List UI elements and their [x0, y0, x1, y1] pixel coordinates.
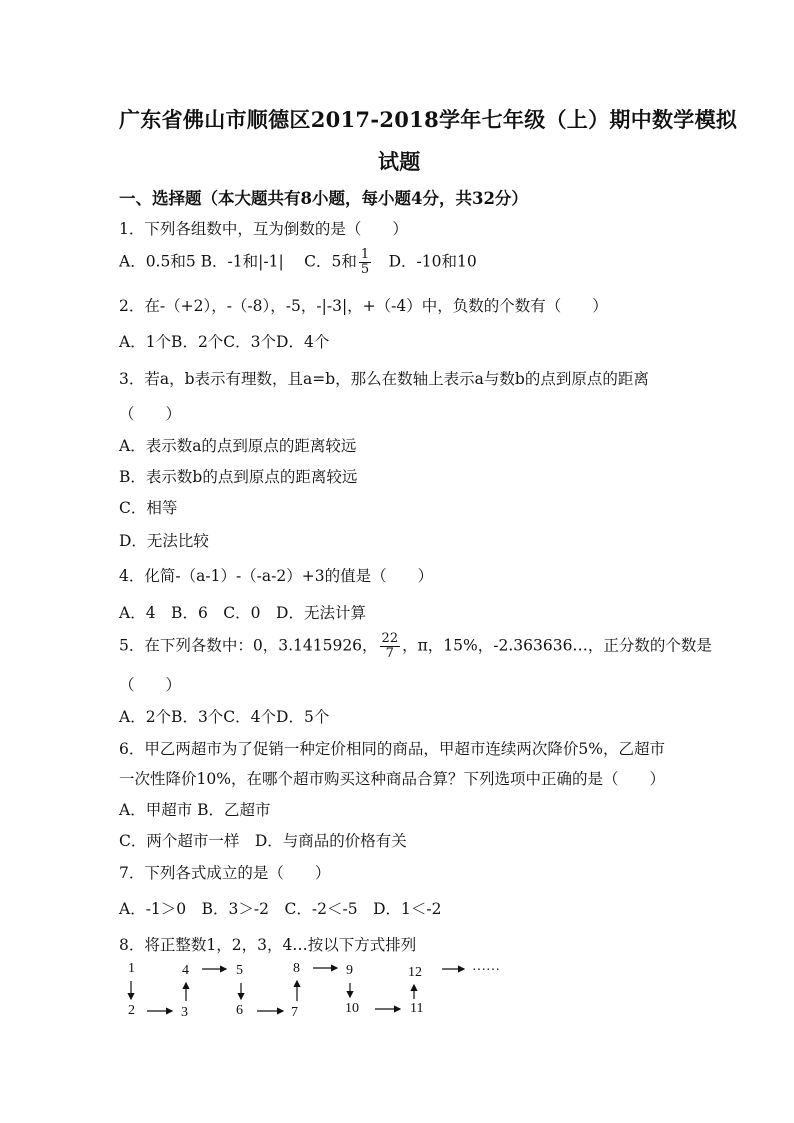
diagram-num-5: 5 — [236, 963, 243, 978]
question-3-option-b: B．表示数b的点到原点的距离较远 — [119, 468, 358, 486]
diagram-num-12: 12 — [408, 965, 422, 980]
question-3-stem-cont: （ ） — [119, 405, 182, 423]
question-7-options: A．-1＞0 B．3＞-2 C．-2＜-5 D．1＜-2 — [119, 900, 442, 918]
question-5-stem — [119, 632, 712, 661]
diagram-num-10: 10 — [345, 1001, 359, 1016]
diagram-num-6: 6 — [236, 1003, 243, 1018]
question-6-options-1: A．甲超市 B．乙超市 — [119, 801, 271, 819]
q1-options-part1: A．0.5和5 B．-1和|-1| C．5和 — [119, 252, 357, 271]
diagram-num-2: 2 — [128, 1003, 135, 1018]
diagram-num-11: 11 — [410, 1001, 424, 1016]
diagram-num-7: 7 — [291, 1005, 298, 1020]
diagram-arrows — [120, 955, 520, 1030]
question-2-stem: 2．在-（+2），-（-8），-5，-|-3|，+（-4）中，负数的个数有（ ） — [119, 297, 608, 315]
question-5-options: A．2个B．3个C．4个D．5个 — [119, 708, 330, 726]
question-1-stem: 1．下列各组数中，互为倒数的是（ ） — [119, 220, 408, 238]
q1-fraction — [359, 248, 371, 277]
q1-frac-den: 5 — [360, 262, 370, 277]
q5-stem-part2: ，π，15%，-2.363636…，正分数的个数是 — [402, 636, 712, 655]
q5-fraction — [380, 632, 401, 661]
question-6-stem-cont: 一次性降价10%，在哪个超市购买这种商品合算？下列选项中正确的是（ ） — [119, 770, 665, 788]
q5-frac-num: 22 — [381, 631, 399, 646]
question-1-options — [119, 248, 477, 277]
question-6-options-2: C．两个超市一样 D．与商品的价格有关 — [119, 832, 407, 850]
q1-frac-num: 1 — [360, 247, 370, 262]
diagram-num-8: 8 — [293, 961, 300, 976]
q5-frac-den: 7 — [385, 646, 394, 661]
question-3-option-a: A．表示数a的点到原点的距离较远 — [119, 437, 357, 455]
section-heading: 一、选择题（本大题共有8小题，每小题4分，共32分） — [119, 189, 528, 208]
question-8-stem: 8．将正整数1，2，3，4…按以下方式排列 — [119, 936, 417, 954]
question-3-option-c: C．相等 — [119, 499, 178, 517]
page-title-cont: 试题 — [378, 149, 421, 174]
page-title: 广东省佛山市顺德区2017-2018学年七年级（上）期中数学模拟 — [119, 107, 738, 132]
q5-stem-part1: 5．在下列各数中：0，3.1415926， — [119, 636, 378, 655]
diagram-ellipsis: …… — [472, 959, 500, 974]
question-5-stem-cont: （ ） — [119, 676, 182, 694]
question-4-options: A．4 B．6 C．0 D．无法计算 — [119, 604, 366, 622]
question-6-stem: 6．甲乙两超市为了促销一种定价相同的商品，甲超市连续两次降价5%，乙超市 — [119, 740, 665, 758]
diagram-num-9: 9 — [346, 963, 353, 978]
diagram-num-1: 1 — [128, 961, 135, 976]
q1-options-part2: D．-10和10 — [373, 252, 477, 271]
question-3-stem: 3．若a，b表示有理数，且a=b，那么在数轴上表示a与数b的点到原点的距离 — [119, 370, 649, 388]
diagram-num-3: 3 — [181, 1005, 188, 1020]
question-4-stem: 4．化简-（a-1）-（-a-2）+3的值是（ ） — [119, 567, 434, 585]
diagram-num-4: 4 — [182, 963, 189, 978]
number-arrangement-diagram — [120, 955, 520, 1030]
question-3-option-d: D．无法比较 — [119, 532, 209, 550]
question-2-options: A．1个B．2个C．3个D．4个 — [119, 333, 330, 351]
question-7-stem: 7．下列各式成立的是（ ） — [119, 864, 331, 882]
